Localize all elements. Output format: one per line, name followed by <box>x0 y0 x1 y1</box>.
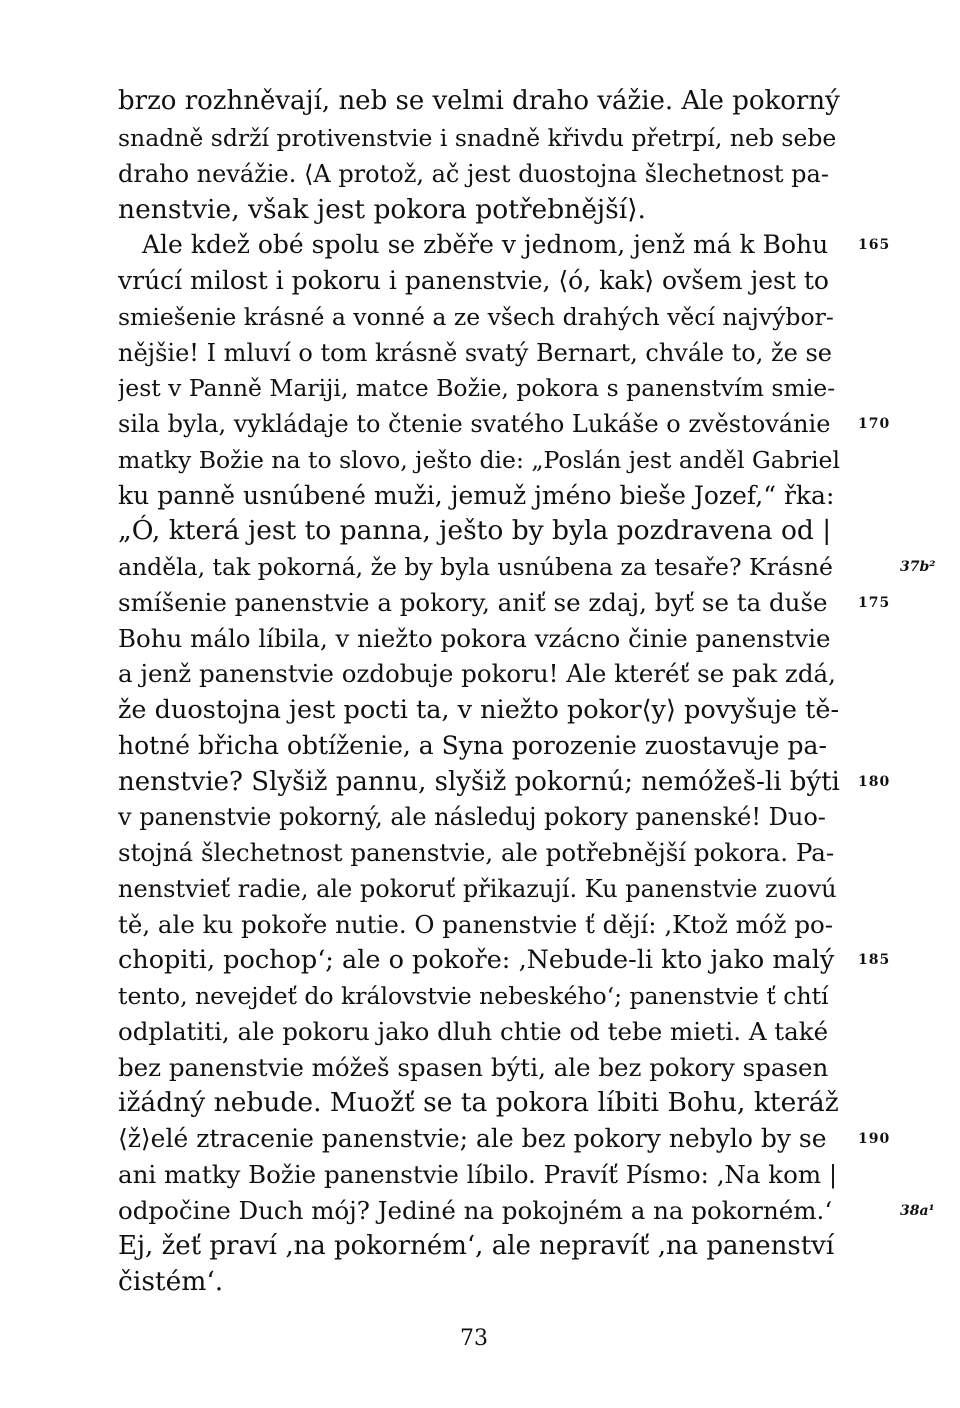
text-line: nenstvieť radie, ale pokoruť přikazují. Ku panenstvie zuovú <box>118 875 837 903</box>
text-line: hotné břicha obtíženie, a Syna porozenie zuostavuje pa- <box>118 731 827 760</box>
text-line: nenstvie, však jest pokora potřebnější⟩. <box>118 194 646 225</box>
text-line: nenstvie? Slyšiž pannu, slyšiž pokornú; nemóžeš-li býti <box>118 767 840 797</box>
text-line: a jenž panenstvie ozdobuje pokoru! Ale kteréť se pak zdá, <box>118 659 836 688</box>
text-line: Ale kdež obé spolu se zběře v jednom, jenž má k Bohu <box>142 230 829 259</box>
text-line: že duostojna jest pocti ta, v niežto pokor⟨y⟩ povyšuje tě- <box>118 695 840 725</box>
text-line: ani matky Božie panenstvie líbilo. Pravíť Písmo: ‚Na kom | <box>118 1160 838 1189</box>
text-line: Ej, žeť praví ‚na pokorném‘, ale nepravíť ‚na panenství <box>118 1231 835 1261</box>
page-number: 73 <box>460 1326 488 1351</box>
line-number: 165 <box>858 237 891 253</box>
text-line: brzo rozhněvají, neb se velmi draho vážie. Ale pokorný <box>118 86 840 116</box>
folio-mark: 37b² <box>900 559 936 575</box>
text-line: stojná šlechetnost panenstvie, ale potřebnější pokora. Pa- <box>118 838 835 867</box>
folio-mark: 38a¹ <box>900 1203 935 1219</box>
line-number: 180 <box>858 774 891 790</box>
text-line: smiešenie krásné a vonné a ze všech drahých věcí najvýbor- <box>118 303 834 331</box>
text-line: ⟨ž⟩elé ztracenie panenstvie; ale bez pokory nebylo by se <box>118 1124 827 1153</box>
text-line: snadně sdrží protivenstvie i snadně křivdu přetrpí, neb sebe <box>118 124 837 152</box>
text-line: vrúcí milost i pokoru i panenstvie, ⟨ó, kak⟩ ovšem jest to <box>118 266 829 295</box>
text-line: v panenstvie pokorný, ale následuj pokory panenské! Duo- <box>118 803 826 831</box>
text-line: ižádný nebude. Muožť se ta pokora líbiti Bohu, kteráž <box>118 1087 839 1118</box>
text-line: ku panně usnúbené muži, jemuž jméno bieše Jozef,“ řka: <box>118 481 835 510</box>
text-line: bez panenstvie móžeš spasen býti, ale bez pokory spasen <box>118 1053 829 1082</box>
text-line: odpočine Duch mój? Jediné na pokojném a na pokorném.‘ <box>118 1196 833 1225</box>
text-line: Bohu málo líbila, v niežto pokora vzácno činie panenstvie <box>118 624 831 653</box>
text-line: smíšenie panenstvie a pokory, aniť se zdaj, byť se ta duše <box>118 588 828 617</box>
line-number: 175 <box>858 595 891 611</box>
text-line: sila byla, vykládaje to čtenie svatého Lukáše o zvěstovánie <box>118 410 831 438</box>
line-number: 170 <box>858 416 891 432</box>
text-line: anděla, tak pokorná, že by byla usnúbena za tesaře? Krásné <box>118 553 833 581</box>
text-line: jest v Panně Mariji, matce Božie, pokora s panenstvím smie- <box>118 374 836 402</box>
line-number: 190 <box>858 1131 891 1147</box>
line-number: 185 <box>858 952 891 968</box>
text-line: draho nevážie. ⟨A protož, ač jest duostojna šlechetnost pa- <box>118 160 829 188</box>
text-line: nějšie! I mluví o tom krásně svatý Bernart, chvále to, že se <box>118 339 833 367</box>
text-line: čistém‘. <box>118 1266 224 1297</box>
text-line: chopiti, pochop‘; ale o pokoře: ‚Nebude-li kto jako malý <box>118 945 835 975</box>
text-line: odplatiti, ale pokoru jako dluh chtie od tebe mieti. A také <box>118 1017 829 1046</box>
text-line: matky Božie na to slovo, ješto die: „Poslán jest anděl Gabriel <box>118 446 840 474</box>
text-line: tento, nevejdeť do královstvie nebeského‘; panenstvie ť chtí <box>118 982 829 1010</box>
text-line: „Ó, která jest to panna, ješto by byla pozdravena od | <box>118 515 832 546</box>
text-line: tě, ale ku pokoře nutie. O panenstvie ť dějí: ‚Ktož móž po- <box>118 910 834 939</box>
